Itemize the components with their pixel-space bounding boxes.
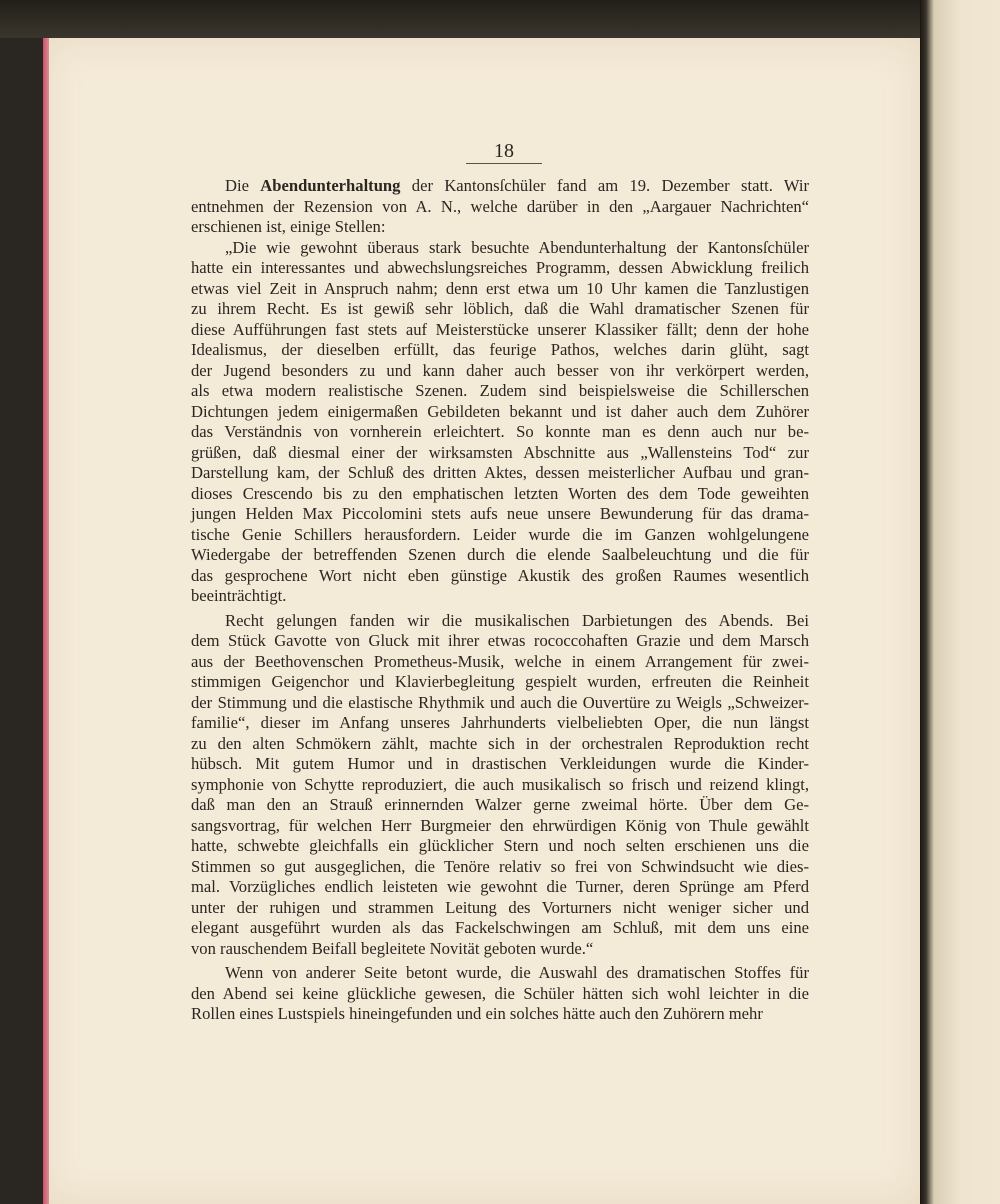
text-line: unter der ruhigen und strammen Leitung des Vorturners nicht weniger sicher und xyxy=(191,897,809,917)
body-text xyxy=(191,176,809,1025)
text-line: dioses Crescendo bis zu den emphatischen letzten Worten des dem Tode geweihten xyxy=(191,483,809,503)
text-line: familie“, dieser im Anfang unseres Jahrhunderts vielbeliebten Oper, die nun längst xyxy=(191,713,809,732)
text-line: Dichtungen jedem einigermaßen Gebildeten bekannt und ist daher auch dem Zuhörer xyxy=(191,401,809,421)
text-line: Recht gelungen fanden wir die musikalischen Darbietungen des Abends. Bei xyxy=(225,610,809,630)
bold-term: Abendunterhaltung xyxy=(260,176,401,195)
text-line: Die Abendunterhaltung der Kantonsſchüler fand am 19. Dezember statt. Wir xyxy=(225,176,810,195)
text-line: zu den alten Schmökern zählt, machte sich in der orchestralen Reproduktion recht xyxy=(191,733,809,753)
paragraph xyxy=(191,238,809,607)
text-line: jungen Helden Max Piccolomini stets aufs neue unsere Bewunderung für das drama- xyxy=(191,504,809,523)
text-line: erschienen ist, einige Stellen: xyxy=(191,217,386,236)
text-line: daß man den an Strauß erinnernden Walzer gerne zweimal hörte. Über dem Ge- xyxy=(191,795,809,814)
text-line: diese Aufführungen fast stets auf Meisterstücke unserer Klassiker fällt; denn der hohe xyxy=(191,319,809,339)
text-line: den Abend sei keine glückliche gewesen, die Schüler hätten sich wohl leichter in die xyxy=(191,983,809,1003)
paragraph xyxy=(191,176,809,238)
text-line: beeinträchtigt. xyxy=(191,586,287,605)
text-line: das gesprochene Wort nicht eben günstige Akustik des großen Raumes wesentlich xyxy=(191,565,809,585)
text-line: stimmigen Geigenchor und Klavierbegleitung gespielt wurden, erfreuten die Reinheit xyxy=(191,672,809,691)
text-line: aus der Beethovenschen Prometheus-Musik, welche in einem Arrangement für zwei- xyxy=(191,651,809,671)
text-line: Wenn von anderer Seite betont wurde, die Auswahl des dramatischen Stoffes für xyxy=(225,963,809,982)
book-gutter-next-page xyxy=(920,0,1000,1204)
text-line: hübsch. Mit gutem Humor und in drastischen Verkleidungen wurde die Kinder- xyxy=(191,754,809,773)
text-line: hatte, schwebte gleichfalls ein glücklicher Stern und noch selten erschienen uns die xyxy=(191,836,809,855)
text-line: Darstellung kam, der Schluß des dritten Aktes, dessen meisterlicher Aufbau und gran- xyxy=(191,463,809,482)
text-line: „Die wie gewohnt überaus stark besuchte Abendunterhaltung der Kantonsſchüler xyxy=(225,237,809,257)
paragraph xyxy=(191,963,809,1025)
text-line: symphonie von Schytte reproduziert, die auch musikalisch so frisch und reizend klingt, xyxy=(191,774,809,794)
text-line: der Jugend besonders zu und kann daher auch besser von ihr verkörpert werden, xyxy=(191,360,809,380)
scan-background-top xyxy=(0,0,920,38)
text-line: Rollen eines Lustspiels hineingefunden und ein solches hätte auch den Zuhörern mehr xyxy=(191,1004,763,1023)
text-line: sangsvortrag, für welchen Herr Burgmeier den ehrwürdigen König von Thule gewählt xyxy=(191,815,809,835)
text-line: tische Genie Schillers herausfordern. Leider wurde die im Ganzen wohlgelungene xyxy=(191,524,809,544)
text-line: der Stimmung und die elastische Rhythmik und auch die Ouvertüre zu Weigls „Schweizer- xyxy=(191,692,809,712)
text-line: Idealismus, der dieselben erfüllt, das feurige Pathos, welches darin glüht, sagt xyxy=(191,340,809,359)
page-red-edge xyxy=(43,38,49,1204)
text-line: dem Stück Gavotte von Gluck mit ihrer etwas rococcohaften Grazie und dem Marsch xyxy=(191,631,809,650)
text-line: das Verständnis von vornherein erleichtert. So konnte man es denn auch nur be- xyxy=(191,422,809,441)
text-line: Stimmen so gut ausgeglichen, die Tenöre relativ so frei von Schwindsucht wie dies- xyxy=(191,856,809,876)
text-line: zu ihrem Recht. Es ist gewiß sehr löblich, daß die Wahl dramatischer Szenen für xyxy=(191,299,809,318)
text-line: etwas viel Zeit in Anspruch nahm; denn erst etwa um 10 Uhr kamen die Tanzlustigen xyxy=(191,278,809,298)
text-line: von rauschendem Beifall begleitete Novität geboten wurde.“ xyxy=(191,938,594,958)
text-line: elegant ausgeführt wurden als das Fackelschwingen am Schluß, mit dem uns eine xyxy=(191,918,809,937)
text-line: hatte ein interessantes und abwechslungsreiches Programm, dessen Abwicklung freilich xyxy=(191,258,809,277)
text-line: mal. Vorzügliches endlich leisteten wie gewohnt die Turner, deren Sprünge am Pferd xyxy=(191,877,809,896)
text-line: grüßen, daß diesmal einer der wirksamsten Abschnitte aus „Wallensteins Tod“ zur xyxy=(191,442,809,462)
paragraph xyxy=(191,611,809,960)
page-number: 18 xyxy=(494,140,514,162)
text-line: als etwa modern realistische Szenen. Zudem sind beispielsweise die Schillerschen xyxy=(191,381,809,400)
text-line: entnehmen der Rezension von A. N., welche darüber in den „Aargauer Nachrichten“ xyxy=(191,196,809,216)
text-line: Wiedergabe der betreffenden Szenen durch die elende Saalbeleuchtung und die für xyxy=(191,545,809,564)
page-number-rule xyxy=(466,163,542,164)
